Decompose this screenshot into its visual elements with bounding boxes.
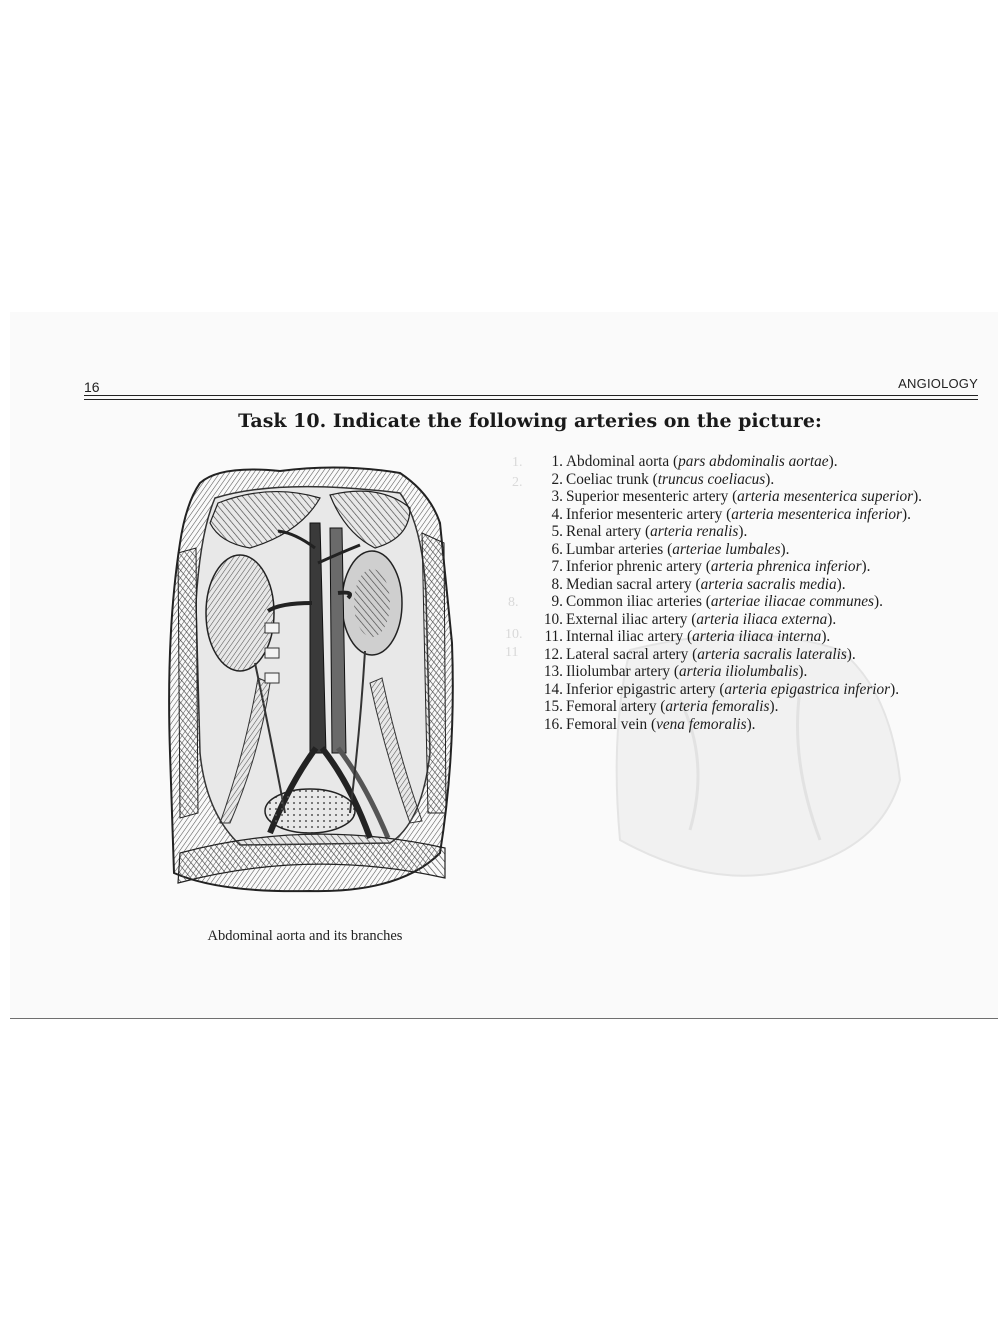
task-title: Task 10. Indicate the following arteries on the picture: [238,410,822,432]
artery-latin-name: arteria sacralis lateralis [697,645,847,663]
list-item: 5. Renal artery (arteria renalis). [530,523,922,541]
artery-name: Femoral artery [566,698,657,715]
artery-latin-name: arteriae lumbales [672,540,781,558]
page-number: 16 [84,379,100,395]
artery-latin-name: arteria sacralis media [700,575,837,593]
list-item-number: 3. [551,488,563,505]
list-item-number: 12. [543,645,563,663]
artery-latin-name: arteria renalis [650,523,739,540]
artery-latin-name: arteria mesenterica inferior [731,505,902,523]
list-item-number: 14. [543,680,563,698]
list-item: 1. Abdominal aorta (pars abdominalis aortae). [530,453,922,471]
list-item: 12. Lateral sacral artery (arteria sacralis lateralis). [530,646,922,664]
list-item-number: 7. [551,558,563,575]
artery-latin-name: arteria epigastrica inferior [724,680,891,698]
artery-list [530,453,922,733]
artery-name: Femoral vein [566,715,648,733]
artery-name: Median sacral artery [566,575,692,593]
anatomical-drawing [160,453,460,898]
artery-latin-name: arteriae iliacae communes [710,593,874,610]
artery-latin-name: arteria mesenterica superior [737,488,914,505]
artery-latin-name: arteria iliolumbalis [678,663,799,680]
figure-caption: Abdominal aorta and its branches [207,928,403,944]
list-item-number: 5. [551,523,563,540]
list-item: 10. External iliac artery (arteria iliaca externa). [530,611,922,629]
artery-name: Iliolumbar artery [566,663,671,680]
list-item: 16. Femoral vein (vena femoralis). [530,716,922,734]
list-item-number: 9. [551,593,563,610]
list-item-number: 8. [551,575,563,593]
bleed-through-text: 11 [505,645,519,660]
list-item: 6. Lumbar arteries (arteriae lumbales). [530,541,922,559]
list-item: 8. Median sacral artery (arteria sacralis media). [530,576,922,594]
list-item: 11. Internal iliac artery (arteria iliaca interna). [530,628,922,646]
list-item-number: 16. [543,715,563,733]
artery-name: Inferior phrenic artery [566,558,702,575]
list-item-number: 11. [544,628,563,645]
header-rule [84,399,978,400]
list-item-number: 10. [543,610,563,628]
list-item-number: 4. [551,505,563,523]
artery-name: Lateral sacral artery [566,645,689,663]
artery-name: Renal artery [566,523,642,540]
list-item-number: 1. [551,453,563,470]
artery-name: Abdominal aorta [566,453,670,470]
artery-name: Inferior mesenteric artery [566,505,723,523]
artery-name: Internal iliac artery [566,628,684,645]
artery-latin-name: vena femoralis [656,715,747,733]
artery-name: Lumbar arteries [566,540,664,558]
artery-latin-name: arteria femoralis [665,698,770,715]
list-item-number: 2. [551,470,563,488]
list-item: 2. Coeliac trunk (truncus coeliacus). [530,471,922,489]
artery-name: Coeliac trunk [566,470,649,488]
bleed-through-text: 8. [508,595,519,610]
list-item-number: 6. [551,540,563,558]
list-item: 14. Inferior epigastric artery (arteria epigastrica inferior). [530,681,922,699]
list-item: 4. Inferior mesenteric artery (arteria mesenterica inferior). [530,506,922,524]
bleed-through-text: 10. [505,627,523,642]
running-head: ANGIOLOGY [898,376,978,391]
artery-latin-name: arteria iliaca externa [696,610,828,628]
abdominal-aorta-illustration [160,453,460,898]
artery-latin-name: truncus coeliacus [657,470,766,488]
list-item-number: 13. [543,663,563,680]
header-rule [84,395,978,396]
artery-name: Superior mesenteric artery [566,488,729,505]
artery-latin-name: pars abdominalis aortae [678,453,829,470]
list-item: 9. Common iliac arteries (arteriae iliacae communes). [530,593,922,611]
artery-name: External iliac artery [566,610,688,628]
artery-name: Common iliac arteries [566,593,702,610]
list-item-number: 15. [543,698,563,715]
bleed-through-text: 1. [512,455,523,470]
list-item: 13. Iliolumbar artery (arteria iliolumbalis). [530,663,922,681]
list-item: 7. Inferior phrenic artery (arteria phrenica inferior). [530,558,922,576]
artery-name: Inferior epigastric artery [566,680,716,698]
bleed-through-text: 2. [512,475,523,490]
list-item: 3. Superior mesenteric artery (arteria mesenterica superior). [530,488,922,506]
artery-latin-name: arteria iliaca interna [692,628,822,645]
list-item: 15. Femoral artery (arteria femoralis). [530,698,922,716]
artery-latin-name: arteria phrenica inferior [710,558,862,575]
